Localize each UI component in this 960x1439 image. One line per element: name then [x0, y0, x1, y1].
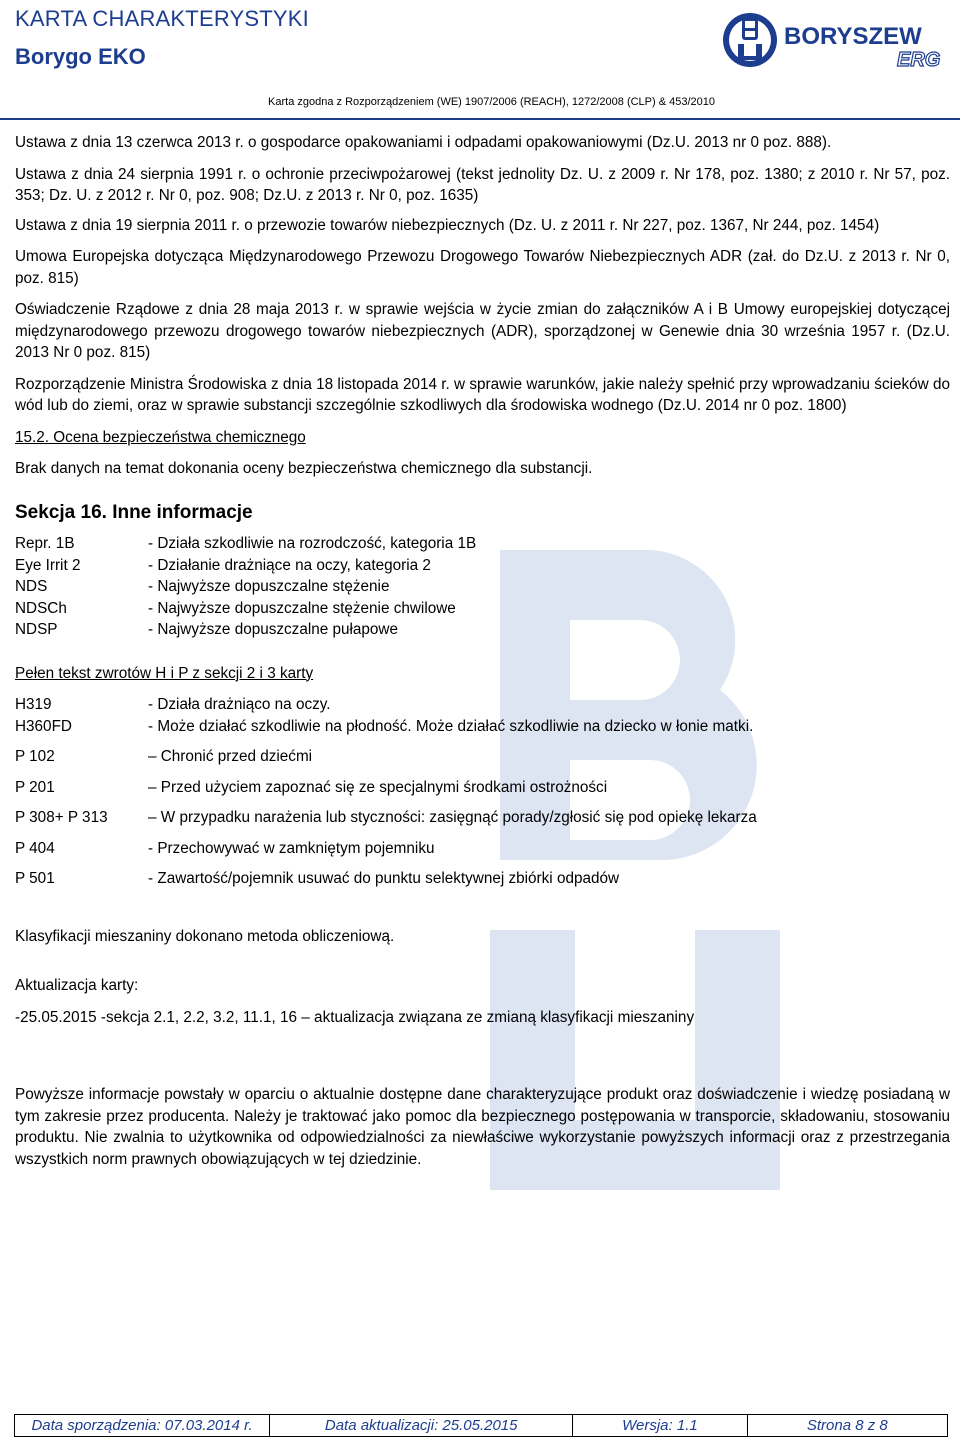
regulation-paragraph: Ustawa z dnia 24 sierpnia 1991 r. o ochronie przeciwpożarowej (tekst jednolity Dz. U. z 2009 r. Nr 178, poz. 1380; z 2010 r. Nr 57, poz. 353; Dz. U. z 2012 r. Nr 0, poz. 908; Dz.U. z 2013 r. Nr 0, poz. 1635)	[15, 165, 950, 204]
regulation-paragraph: Ustawa z dnia 13 czerwca 2013 r. o gospodarce opakowaniami i odpadami opakowaniowymi (Dz.U. 2013 nr 0 poz. 888).	[15, 134, 832, 151]
h-statement-list	[15, 694, 950, 737]
list-item: Eye Irrit 2 - Działanie drażniące na oczy, kategoria 2	[15, 556, 431, 574]
boryszew-logo	[722, 4, 952, 97]
disclaimer: Powyższe informacje powstały w oparciu o aktualnie dostępne dane charakteryzujące produkt oraz doświadczenie i wiedzę posiadaną w tym zakresie przez producenta. Należy je traktować jako pomoc dla bezpiecznego postępowania w transporcie, składowaniu, stosowaniu produktu. Nie zwalnia to użytkownika od odpowiedzialności za niewłaściwe wykorzystanie powyższych informacji oraz z przestrzegania wszystkich norm prawnych obowiązujących w tej dziedzinie.	[15, 1086, 950, 1168]
section-15-2-text: Brak danych na temat dokonania oceny bezpieczeństwa chemicznego dla substancji.	[15, 460, 593, 477]
list-item: P 308+ P 313 – W przypadku narażenia lub styczności: zasięgnąć porady/zgłosić się pod opiekę lekarza	[15, 809, 757, 826]
regulation-note: Karta zgodna z Rozporządzeniem (WE) 1907/2006 (REACH), 1272/2008 (CLP) & 453/2010	[268, 96, 715, 108]
hp-statements-heading: Pełen tekst zwrotów H i P z sekcji 2 i 3 karty	[15, 664, 314, 682]
logo-text: BORYSZEW	[784, 23, 922, 50]
list-item: NDSP - Najwyższe dopuszczalne pułapowe	[15, 621, 398, 638]
list-item: NDSCh - Najwyższe dopuszczalne stężenie chwilowe	[15, 599, 456, 617]
footer-version: Wersja: 1.1	[573, 1415, 747, 1436]
regulation-paragraph: Oświadczenie Rządowe z dnia 28 maja 2013 r. w sprawie wejścia w życie zmian do załączników A i B Umowy europejskiej dotyczącej międzynarodowego przewozu drogowego towarów niebezpiecznych (ADR), sporządzonej w Genewie dnia 30 września 1957 r. (Dz.U. 2013 Nr 0 poz. 815)	[15, 301, 950, 361]
list-item: NDS - Najwyższe dopuszczalne stężenie	[15, 578, 390, 595]
footer-created-date: Data sporządzenia: 07.03.2014 r.	[15, 1415, 270, 1436]
update-label: Aktualizacja karty:	[15, 977, 139, 994]
classification-note: Klasyfikacji mieszaniny dokonano metoda obliczeniową.	[15, 927, 395, 945]
footer-updated-date: Data aktualizacji: 25.05.2015	[270, 1415, 573, 1436]
abbreviation-list	[15, 533, 950, 641]
document-title: KARTA CHARAKTERYSTYKI	[15, 6, 309, 31]
update-text: -25.05.2015 -sekcja 2.1, 2.2, 3.2, 11.1, 16 – aktualizacja związana ze zmianą klasyfikacji mieszaniny	[15, 1008, 695, 1026]
footer-page-number: Strona 8 z 8	[806, 1417, 888, 1434]
section-16-heading: Sekcja 16. Inne informacje	[15, 501, 253, 523]
p-statement-list	[15, 746, 950, 890]
regulation-paragraph: Ustawa z dnia 19 sierpnia 2011 r. o przewozie towarów niebezpiecznych (Dz. U. z 2011 r. Nr 227, poz. 1367, Nr 244, poz. 1454)	[15, 216, 880, 234]
document-body	[15, 132, 950, 1170]
list-item: P 102 – Chronić przed dziećmi	[15, 748, 313, 765]
list-item: H360FD - Może działać szkodliwie na płodność. Może działać szkodliwie na dziecko w łonie matki.	[15, 717, 754, 735]
logo-subtext: ERG	[897, 49, 941, 71]
header-divider	[0, 118, 960, 120]
section-15-2-heading: 15.2. Ocena bezpieczeństwa chemicznego	[15, 428, 306, 446]
list-item: H319 - Działa drażniąco na oczy.	[15, 696, 331, 713]
list-item: P 201 – Przed użyciem zapoznać się ze specjalnymi środkami ostrożności	[15, 778, 608, 796]
document-footer	[14, 1414, 948, 1437]
list-item: P 404 - Przechowywać w zamkniętym pojemniku	[15, 839, 435, 857]
list-item: Repr. 1B - Działa szkodliwie na rozrodczość, kategoria 1B	[15, 535, 477, 552]
list-item: P 501 - Zawartość/pojemnik usuwać do punktu selektywnej zbiórki odpadów	[15, 870, 620, 887]
regulation-paragraph: Rozporządzenie Ministra Środowiska z dnia 18 listopada 2014 r. w sprawie warunków, jakie należy spełnić przy wprowadzaniu ścieków do wód lub do ziemi, oraz w sprawie substancji szczególnie szkodliwych dla środowiska wodnego (Dz.U. 2014 nr 0 poz. 1800)	[15, 375, 950, 414]
document-header	[0, 0, 960, 120]
product-name: Borygo EKO	[15, 44, 146, 69]
regulation-paragraph: Umowa Europejska dotycząca Międzynarodowego Przewozu Drogowego Towarów Niebezpiecznych ADR (zał. do Dz.U. z 2013 r. Nr 0, poz. 815)	[15, 248, 950, 287]
